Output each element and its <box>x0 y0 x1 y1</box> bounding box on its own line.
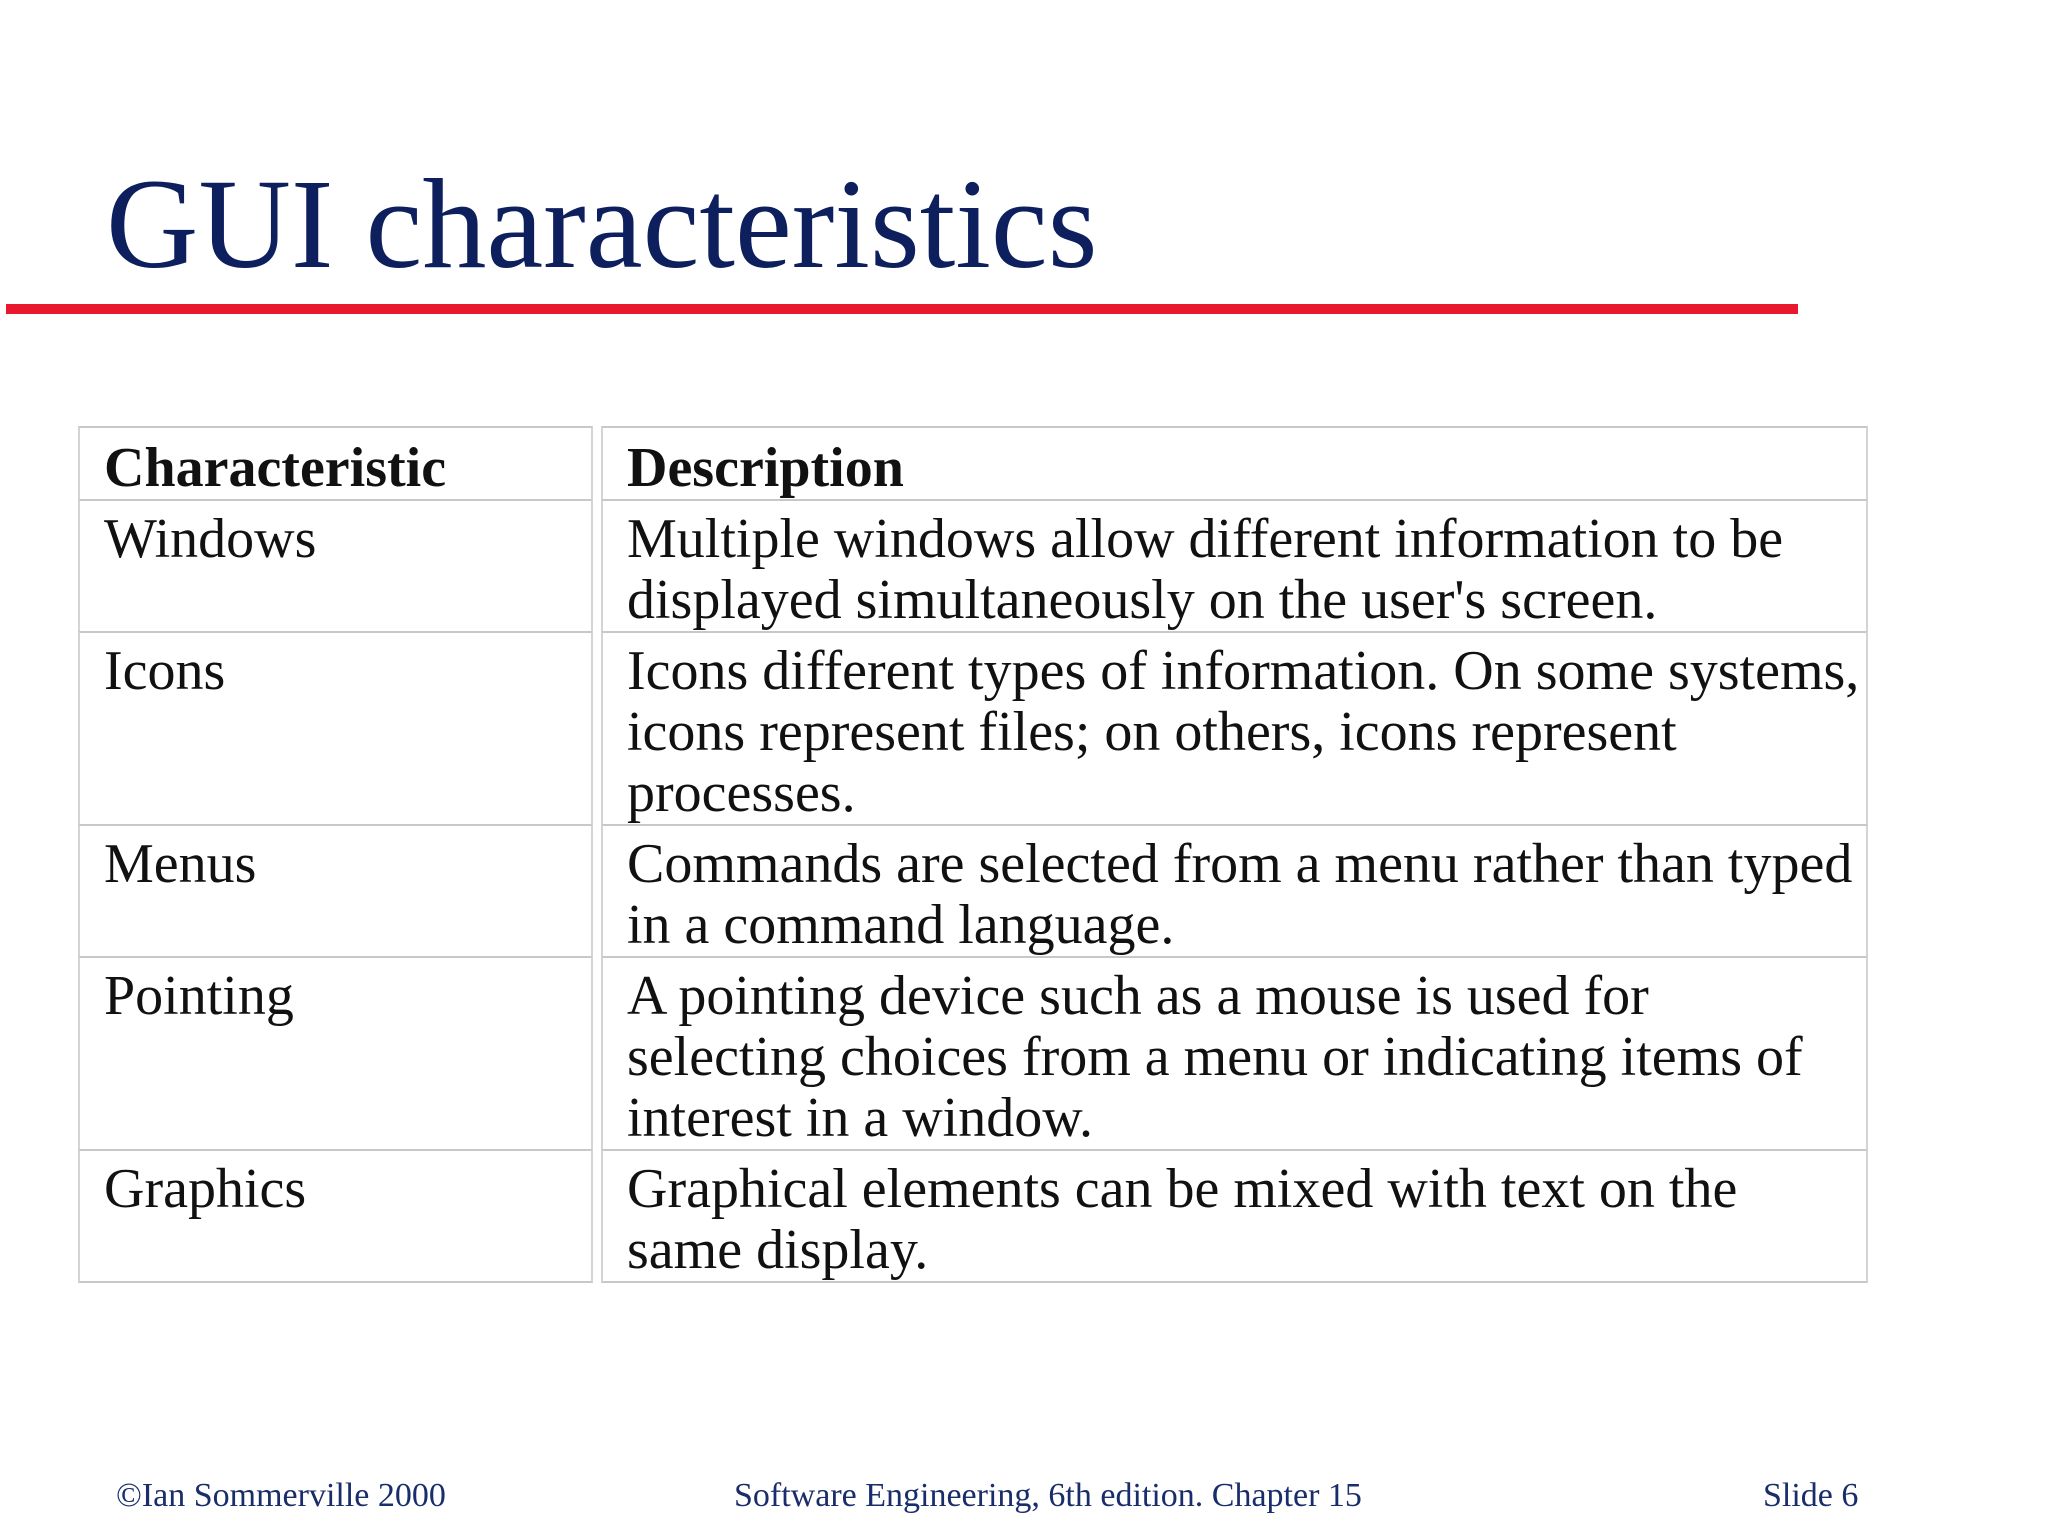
table-row <box>78 1149 1868 1283</box>
table-row <box>78 824 1868 956</box>
description-cell: Multiple windows allow different information to be displayed simultaneously on the user's screen. <box>601 499 1868 631</box>
characteristic-cell: Icons <box>78 631 593 824</box>
description-cell: A pointing device such as a mouse is used for selecting choices from a menu or indicating items of interest in a window. <box>601 956 1868 1149</box>
table-row <box>78 631 1868 824</box>
slide-title: GUI characteristics <box>106 153 1098 295</box>
characteristic-cell: Graphics <box>78 1149 593 1283</box>
characteristic-cell: Pointing <box>78 956 593 1149</box>
characteristic-cell: Menus <box>78 824 593 956</box>
footer-copyright: ©Ian Sommerville 2000 <box>116 1477 446 1514</box>
table-header-row <box>78 426 1868 499</box>
table-row <box>78 499 1868 631</box>
footer-source: Software Engineering, 6th edition. Chapter 15 <box>734 1477 1362 1514</box>
title-underline <box>6 304 1798 314</box>
characteristics-table-container <box>70 426 1876 1283</box>
description-cell: Commands are selected from a menu rather than typed in a command language. <box>601 824 1868 956</box>
description-cell: Graphical elements can be mixed with text on the same display. <box>601 1149 1868 1283</box>
description-cell: Icons different types of information. On some systems, icons represent files; on others, icons represent processes. <box>601 631 1868 824</box>
header-description: Description <box>601 426 1868 499</box>
header-characteristic: Characteristic <box>78 426 593 499</box>
footer-slide-number: Slide 6 <box>1763 1477 1859 1514</box>
characteristic-cell: Windows <box>78 499 593 631</box>
table-row <box>78 956 1868 1149</box>
characteristics-table <box>70 426 1876 1283</box>
